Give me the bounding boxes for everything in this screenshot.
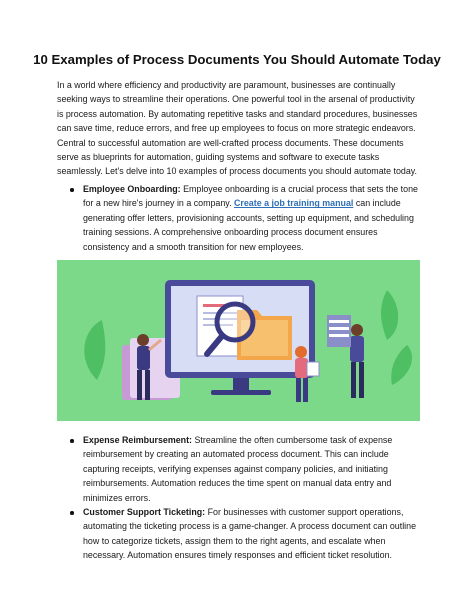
item-text: For businesses with customer support operations, automating the ticketing process is a game-changer. A process document can outline how to categorize tickets, assign them to the right agents, and escalate when necessary. Automation ensures timely responses and efficient ticket resolution. — [83, 507, 417, 561]
item-term: Expense Reimbursement: — [83, 435, 193, 445]
item-text-before: Employee onboarding is a crucial process that sets the tone for a new hire's journey in a company. — [83, 184, 418, 209]
list-item-employee-onboarding — [57, 182, 419, 254]
bullet-list-2 — [57, 433, 419, 563]
item-text: Streamline the often cumbersome task of expense reimbursement by creating an automated process document. This can include capturing receipts, verifying expenses against company policies, and initiating reimbursements. Automation reduces the time spent on manual data entry and minimizes errors. — [83, 435, 393, 503]
item-term: Employee Onboarding: — [83, 184, 181, 194]
document-automation-illustration — [57, 260, 420, 421]
job-training-manual-link[interactable]: Create a job training manual — [234, 198, 354, 209]
list-item-customer-support-ticketing — [57, 505, 419, 563]
bullet-list-1 — [57, 182, 419, 254]
intro-paragraph: In a world where efficiency and productivity are paramount, businesses are continually seeking ways to streamline their operations. One powerful tool in the arsenal of productivity is process automation. By automating repetitive tasks and standard procedures, businesses can save time, reduce errors, and free up employees to focus on more strategic endeavors. Central to successful automation are well-crafted process documents. These documents serve as blueprints for automation, guiding systems and software to execute tasks seamlessly. Let's delve into 10 examples of process documents you should automate today. — [57, 80, 418, 177]
item-text-after: can include generating offer letters, provisioning accounts, setting up equipment, and scheduling training sessions. A comprehensive onboarding process document ensures consistency and a smooth transition for new employees. — [83, 198, 414, 252]
item-term: Customer Support Ticketing: — [83, 507, 206, 518]
list-item-expense-reimbursement — [57, 433, 419, 505]
page-title: 10 Examples of Process Documents You Should Automate Today — [33, 52, 441, 67]
